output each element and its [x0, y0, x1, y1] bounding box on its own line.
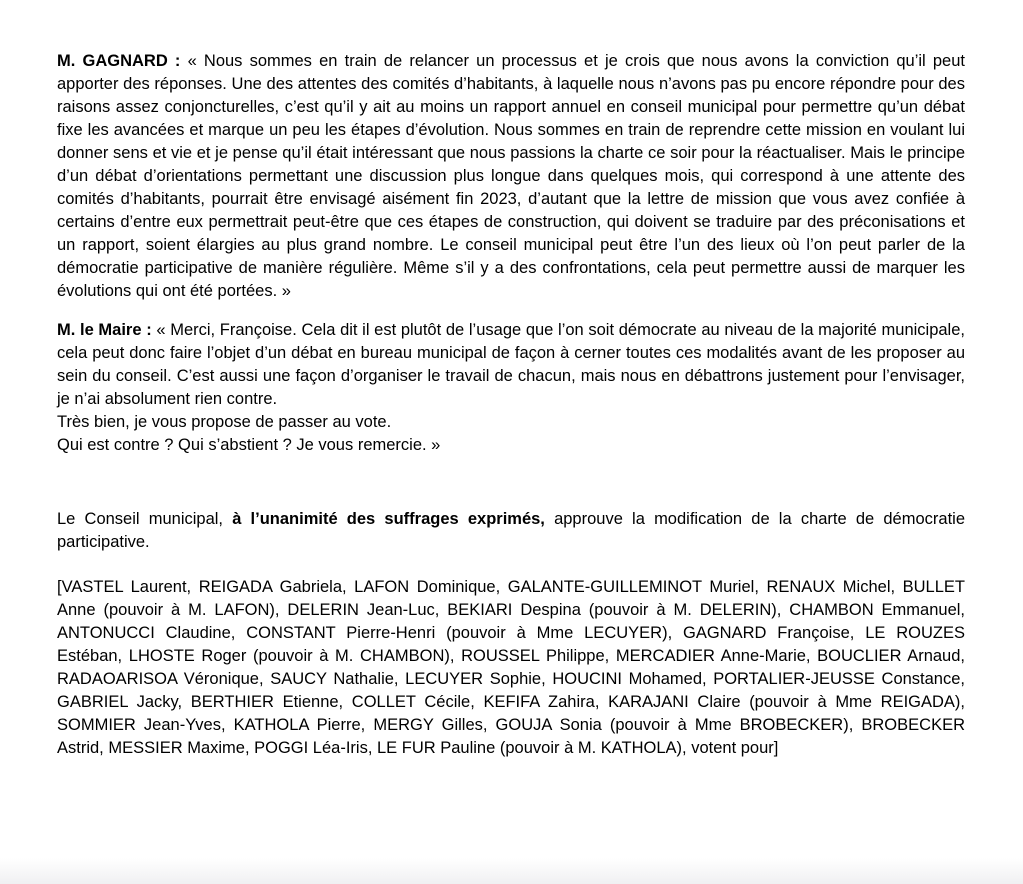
speaker-label: M. le Maire : [57, 321, 152, 339]
speech-text: « Merci, Françoise. Cela dit il est plutôt de l’usage que l’on soit démocrate au niveau de la majorité municipale, cela peut donc faire l’objet d’un débat en bureau municipal de façon à cerner toutes ces modalités avant de les proposer au sein du conseil. C’est aussi une façon d’organiser le travail de chacun, mais nous en débattrons justement pour l’envisager, je n’ai absolument rien contre. [57, 321, 965, 408]
vote-proposal-line: Très bien, je vous propose de passer au vote. [57, 413, 392, 431]
paragraph-maire-statement [57, 319, 965, 457]
speaker-label: M. GAGNARD : [57, 52, 181, 70]
result-emphasis: à l’unanimité des suffrages exprimés, [232, 510, 545, 528]
paragraph-deliberation-result [57, 508, 965, 554]
result-prefix: Le Conseil municipal, [57, 510, 233, 528]
page-bottom-fade [0, 858, 1023, 884]
result-suffix: approuve la modification de la charte de démocratie participative. [57, 510, 965, 551]
paragraph-gagnard-statement [57, 50, 965, 303]
vote-call-line: Qui est contre ? Qui s’abstient ? Je vous remercie. » [57, 436, 441, 454]
paragraph-vote-record [57, 576, 965, 760]
speech-text: « Nous sommes en train de relancer un processus et je crois que nous avons la conviction qu’il peut apporter des réponses. Une des attentes des comités d’habitants, à laquelle nous n’avons pas pu encore répondre pour des raisons assez conjoncturelles, c’est qu’il y ait au moins un rapport annuel en conseil municipal pour permettre qu’un débat fixe les avancées et marque un peu les étapes d’évolution. Nous sommes en train de reprendre cette mission en voulant lui donner sens et vie et je pense qu’il était intéressant que nous passions la charte ce soir pour la réactualiser. Mais le principe d’un débat d’orientations permettant une discussion plus longue dans quelques mois, qui correspond à une attente des comités d’habitants, pourrait être envisagé aisément fin 2023, d’autant que la lettre de mission que vous avez confiée à certains d’entre eux permettrait peut-être que ces étapes de construction, qui doivent se traduire par des préconisations et un rapport, soient élargies au plus grand nombre. Le conseil municipal peut être l’un des lieux où l’on peut parler de la démocratie participative de manière régulière. Même s’il y a des confrontations, cela peut permettre aussi de marquer les évolutions qui ont été portées. » [57, 52, 965, 300]
vote-record-text: [VASTEL Laurent, REIGADA Gabriela, LAFON Dominique, GALANTE-GUILLEMINOT Muriel, RENAUX Michel, BULLET Anne (pouvoir à M. LAFON), DELERIN Jean-Luc, BEKIARI Despina (pouvoir à M. DELERIN), CHAMBON Emmanuel, ANTONUCCI Claudine, CONSTANT Pierre-Henri (pouvoir à Mme LECUYER), GAGNARD Françoise, LE ROUZES Estéban, LHOSTE Roger (pouvoir à M. CHAMBON), ROUSSEL Philippe, MERCADIER Anne-Marie, BOUCLIER Arnaud, RADAOARISOA Véronique, SAUCY Nathalie, LECUYER Sophie, HOUCINI Mohamed, PORTALIER-JEUSSE Constance, GABRIEL Jacky, BERTHIER Etienne, COLLET Cécile, KEFIFA Zahira, KARAJANI Claire (pouvoir à Mme REIGADA), SOMMIER Jean-Yves, KATHOLA Pierre, MERGY Gilles, GOUJA Sonia (pouvoir à Mme BROBECKER), BROBECKER Astrid, MESSIER Maxime, POGGI Léa-Iris, LE FUR Pauline (pouvoir à M. KATHOLA), votent pour] [57, 578, 965, 757]
